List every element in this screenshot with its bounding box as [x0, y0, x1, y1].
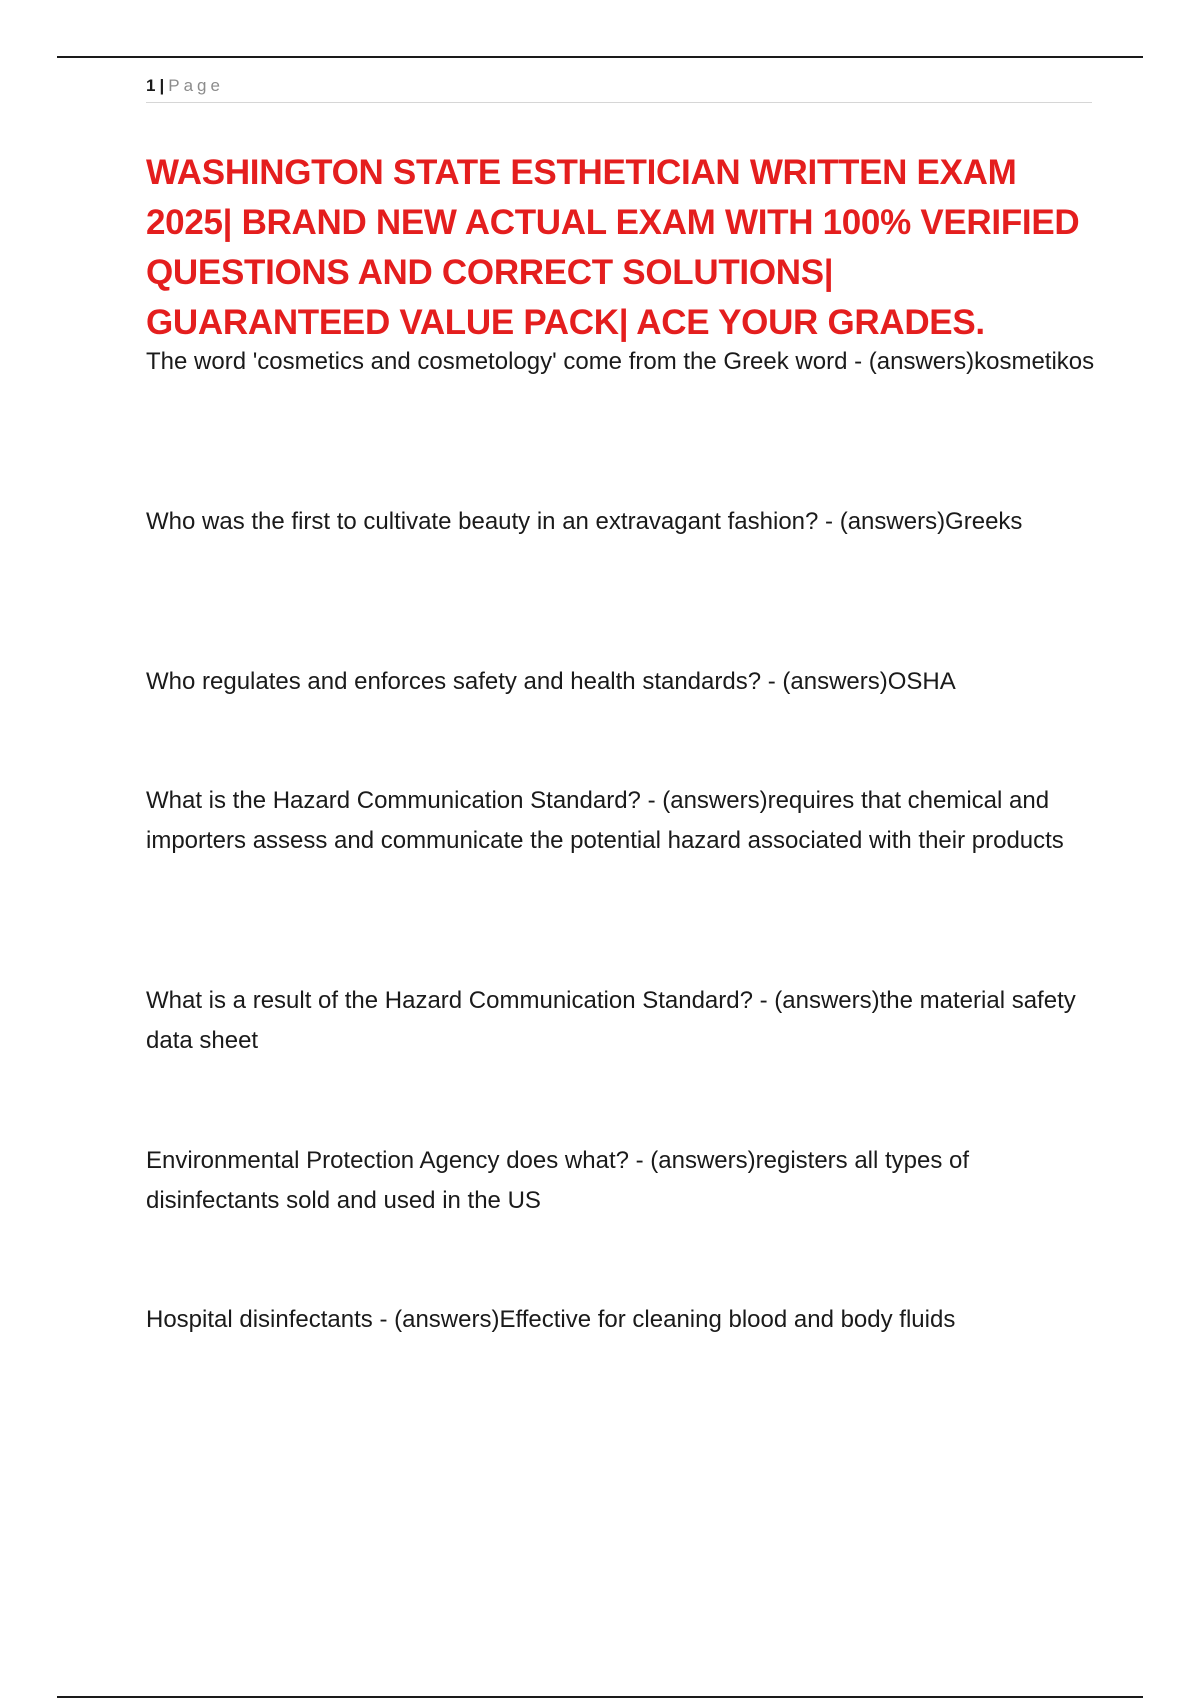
qa-item-5: What is a result of the Hazard Communication Standard? - (answers)the material safety data sheet: [146, 987, 1076, 1054]
qa-item-6: Environmental Protection Agency does what? - (answers)registers all types of disinfectants sold and used in the US: [146, 1147, 970, 1214]
page-separator: |: [159, 76, 165, 95]
page-number: 1: [146, 76, 156, 95]
document-title: WASHINGTON STATE ESTHETICIAN WRITTEN EXAM 2025| BRAND NEW ACTUAL EXAM WITH 100% VERIFIED QUESTIONS AND CORRECT SOLUTIONS| GUARANTEED VALUE PACK| ACE YOUR GRADES.: [146, 153, 1080, 342]
page-label: Page: [168, 76, 224, 95]
qa-item-1: The word 'cosmetics and cosmetology' come from the Greek word - (answers)kosmetikos: [146, 348, 1095, 375]
bottom-page-rule: [57, 1696, 1143, 1698]
page-header: [146, 74, 1092, 103]
qa-item-4: What is the Hazard Communication Standard? - (answers)requires that chemical and importers assess and communicate the potential hazard associated with their products: [146, 787, 1064, 854]
top-page-rule: [57, 56, 1143, 58]
qa-item-2: Who was the first to cultivate beauty in an extravagant fashion? - (answers)Greeks: [146, 508, 1023, 535]
qa-item-3: Who regulates and enforces safety and health standards? - (answers)OSHA: [146, 668, 956, 695]
qa-item-7: Hospital disinfectants - (answers)Effective for cleaning blood and body fluids: [146, 1306, 956, 1333]
